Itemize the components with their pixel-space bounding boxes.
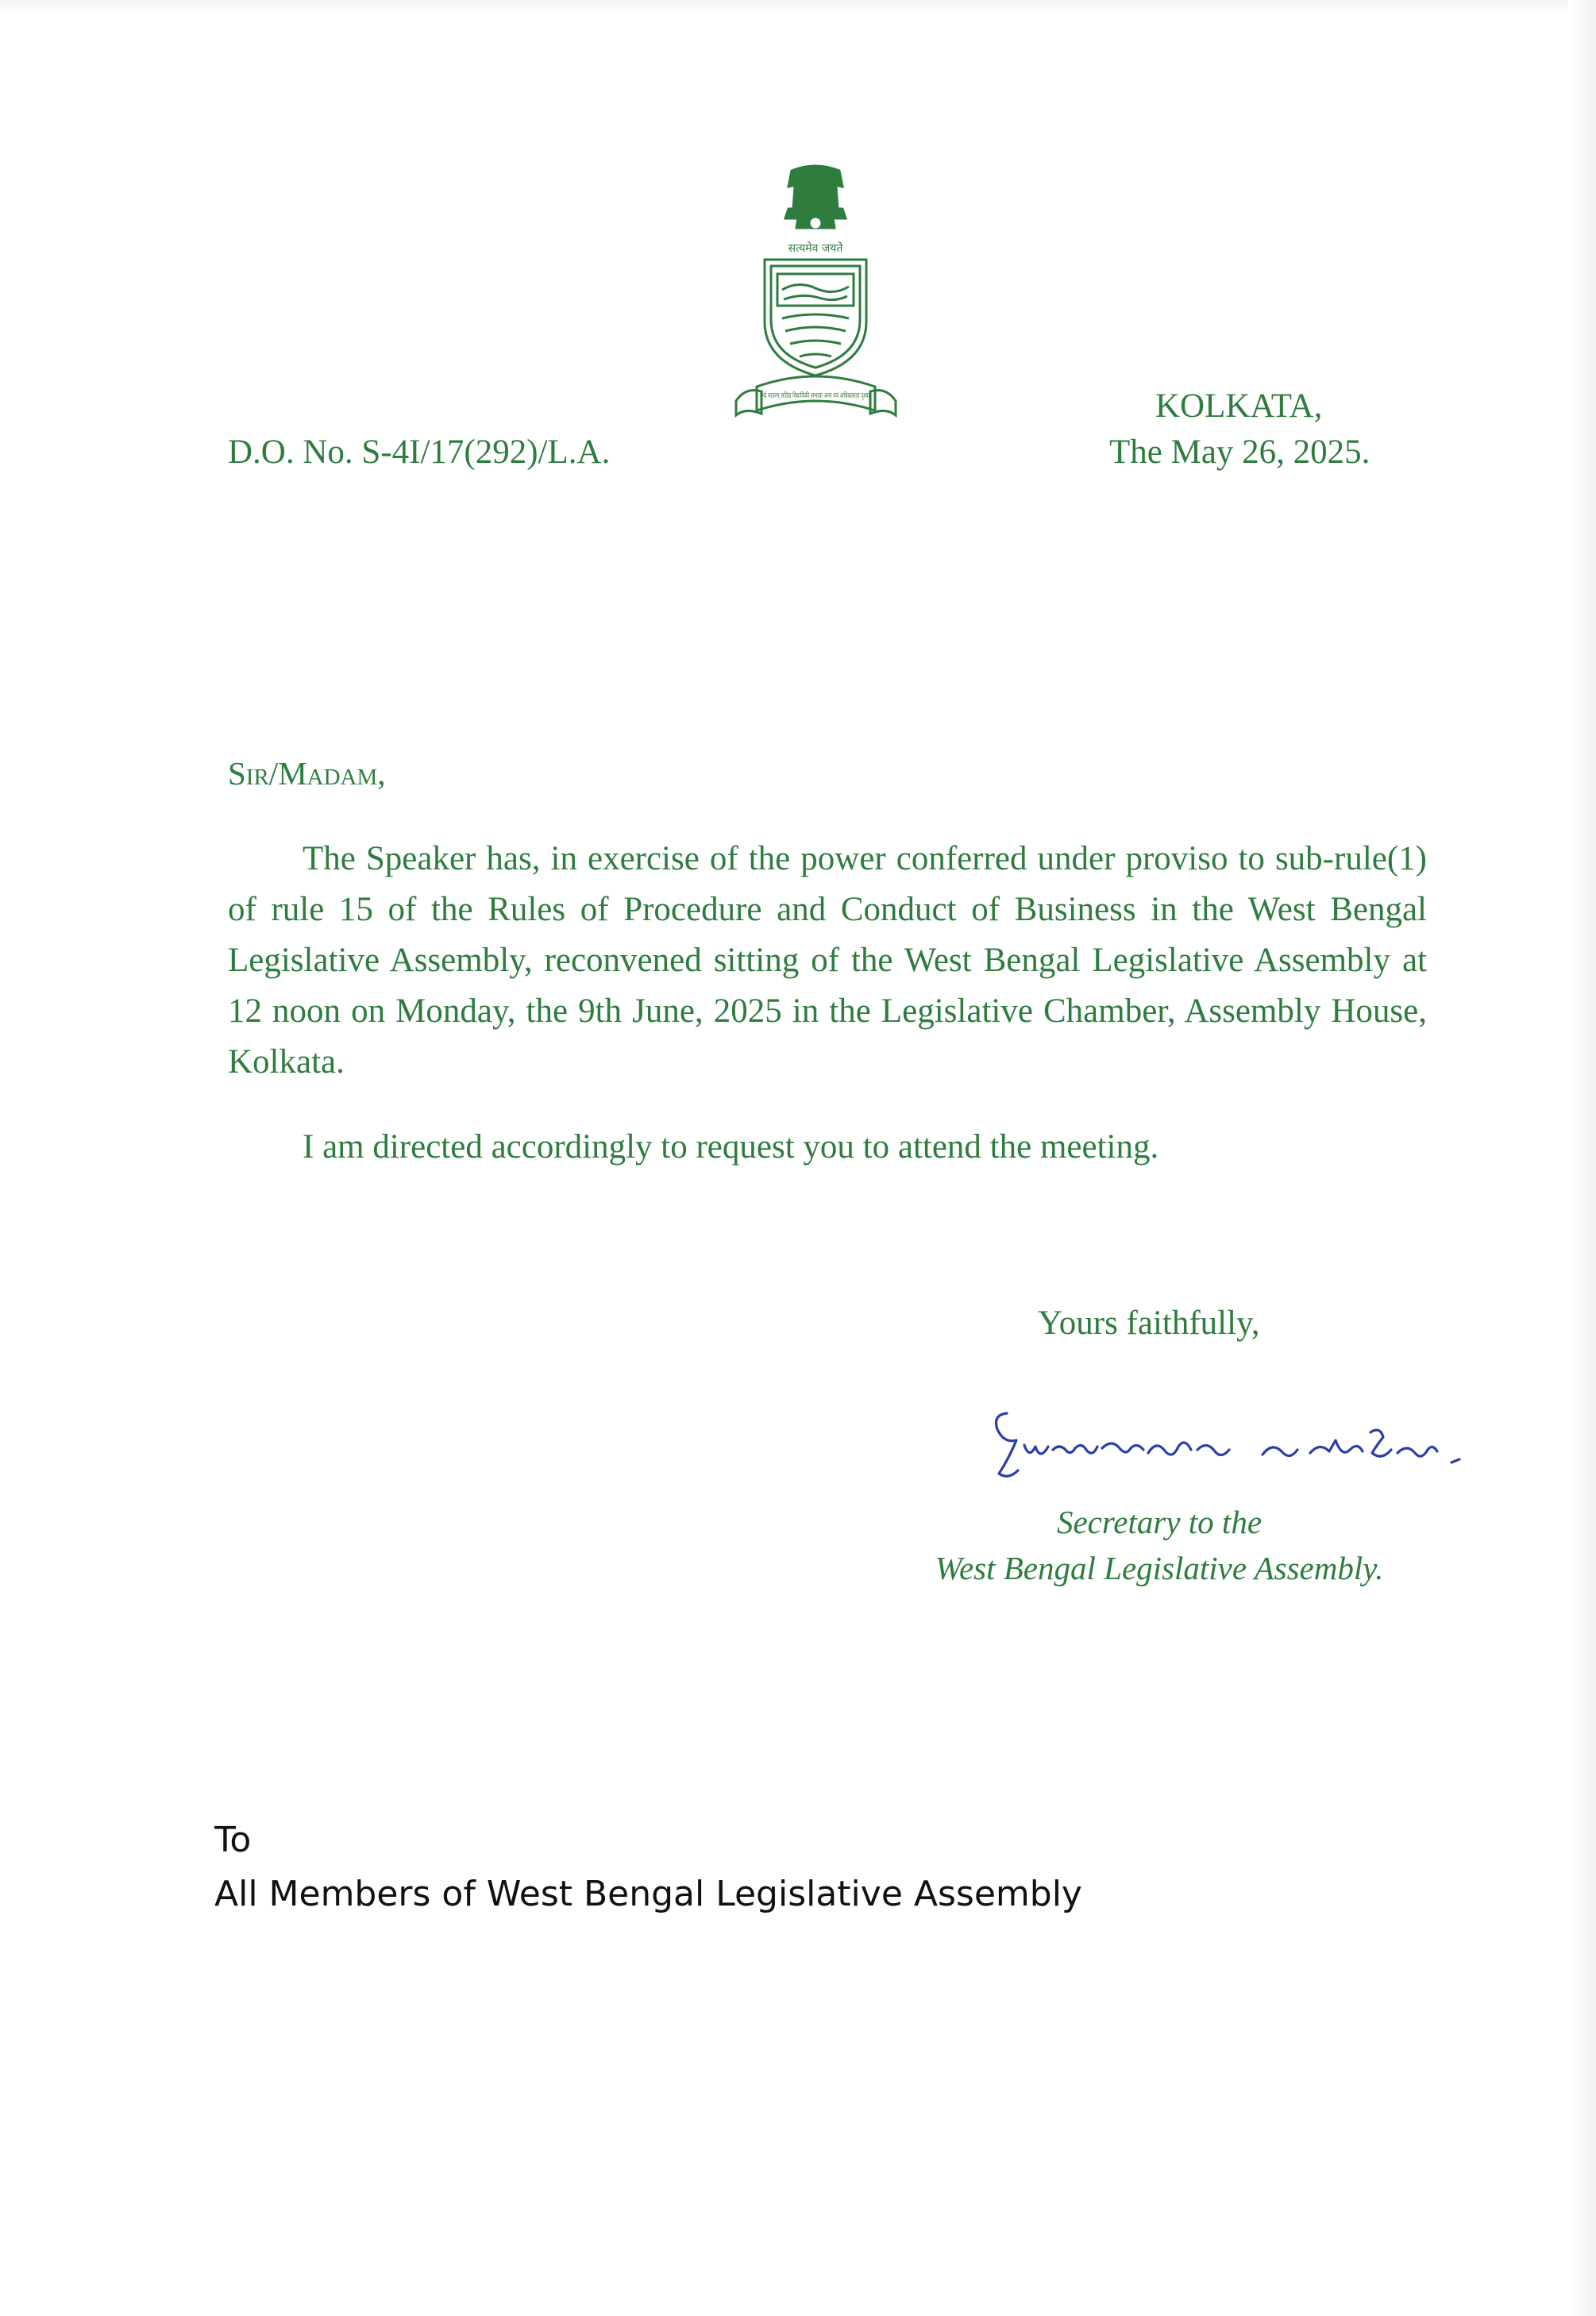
recipient-line: All Members of West Bengal Legislative Assembly [214, 1874, 1082, 1914]
to-label: To [214, 1820, 252, 1860]
emblem-motto: सत्यमेव जयते [788, 242, 843, 255]
signatory-designation [905, 1499, 1413, 1591]
place-line: KOLKATA, [1155, 387, 1323, 425]
emblem-ribbon-text: वन्दे मातरम् सतिद्य विधायिकी सभाया अन्य एवं अधिकाशता दृश्यते [760, 392, 929, 400]
body-paragraph-2: I am directed accordingly to request you to attend the meeting. [303, 1128, 1159, 1166]
salutation [228, 754, 386, 792]
scan-edge-right [1568, 0, 1596, 2316]
designation-line-2: West Bengal Legislative Assembly. [935, 1550, 1384, 1586]
designation-line-1: Secretary to the [1056, 1504, 1263, 1540]
body-paragraph-1: The Speaker has, in exercise of the power conferred under proviso to sub-rule(1) of rule 15 of the Rules of Procedure and Conduct of Business in the West Bengal Legislative Assembly, reconvened sitting of the West Bengal Legislative Assembly at 12 noon on Monday, the 9th June, 2025 in the Legislative Chamber, Assembly House, Kolkata. [228, 840, 1427, 1081]
assembly-emblem-icon [727, 163, 929, 433]
salutation-text: Sir/Madam, [228, 755, 386, 792]
scan-edge-top [0, 0, 1596, 14]
closing-line: Yours faithfully, [1038, 1304, 1260, 1342]
handwritten-signature [977, 1397, 1469, 1493]
date-line: The May 26, 2025. [1109, 434, 1370, 471]
reference-number: D.O. No. S-4I/17(292)/L.A. [228, 434, 611, 471]
